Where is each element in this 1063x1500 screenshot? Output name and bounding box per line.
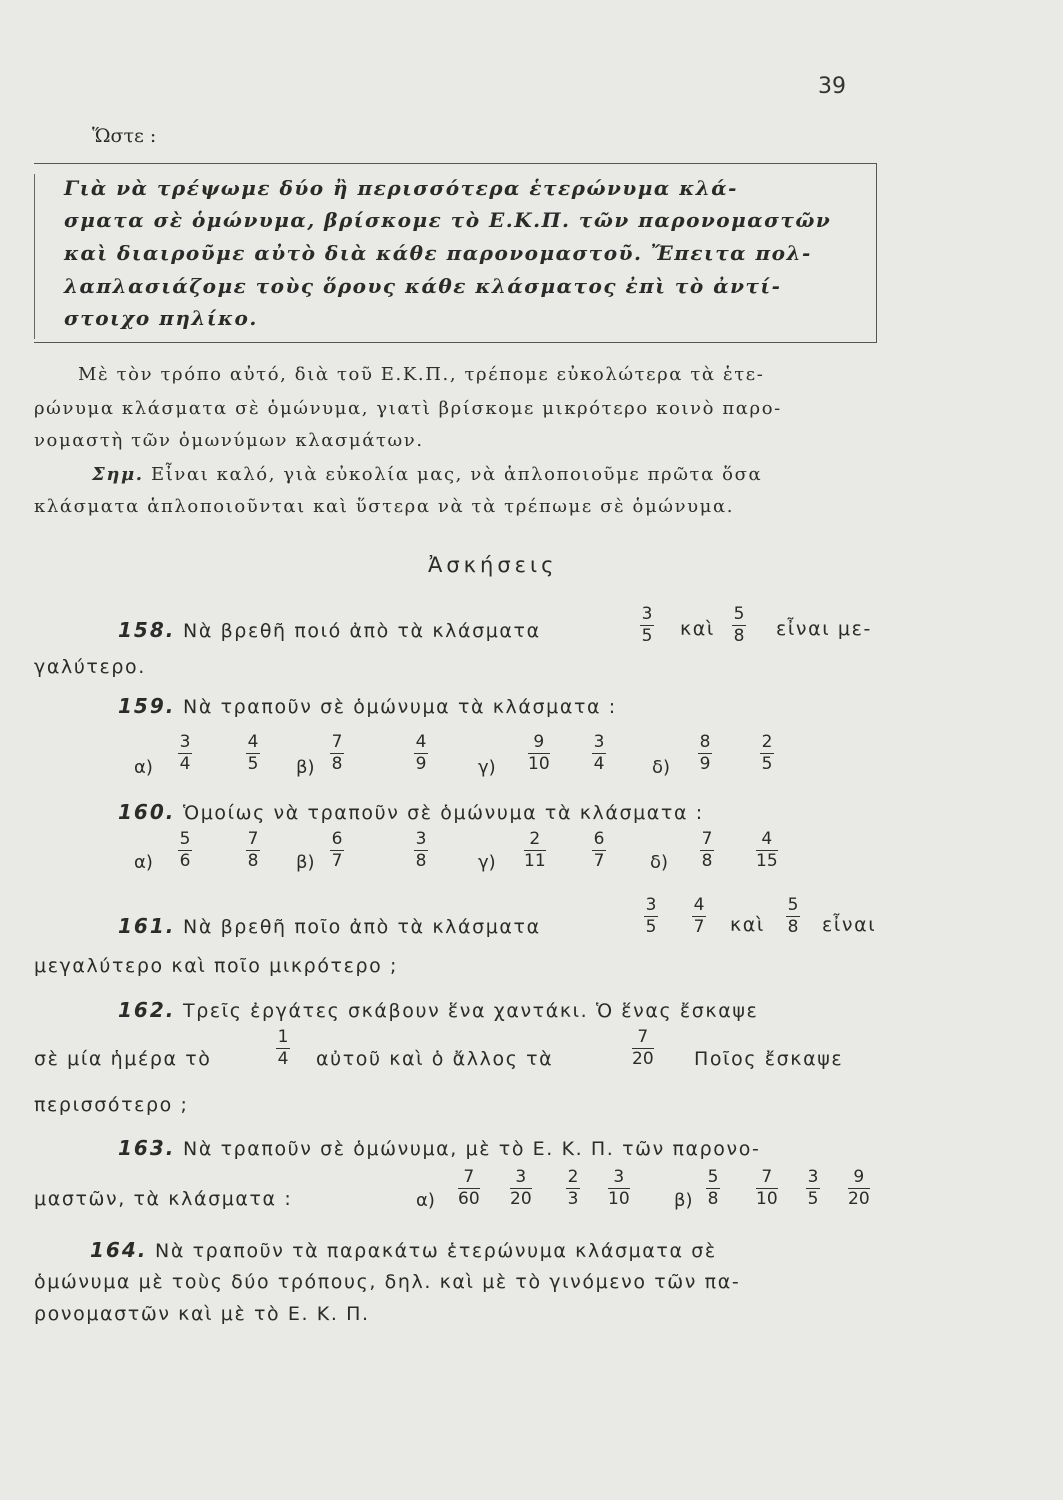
fraction: 3 5: [645, 895, 657, 937]
ex162-line-3: περισσότερο ;: [34, 1094, 189, 1116]
label-a: α): [134, 852, 153, 873]
ex163-text: Νὰ τραποῦν σὲ ὁμώνυμα, μὲ τὸ Ε. Κ. Π. τῶν παρονο-: [183, 1138, 761, 1160]
label-b: β): [296, 757, 315, 778]
label-a: α): [134, 757, 153, 778]
fraction: 6 7: [331, 829, 343, 871]
fraction: 2 3: [567, 1167, 579, 1209]
fraction: 1 4: [277, 1027, 289, 1069]
fraction: 5 6: [179, 829, 191, 871]
rule-line-4: λαπλασιάζομε τοὺς ὅρους κάθε κλάσματος ἐπὶ τὸ ἀντί-: [64, 274, 782, 298]
fraction: 7 20: [632, 1027, 654, 1069]
fraction: 4 5: [247, 732, 259, 774]
ex160-number: 160.: [118, 800, 176, 824]
ex164-line-3: ρονομαστῶν καὶ μὲ τὸ Ε. Κ. Π.: [34, 1303, 370, 1325]
fraction: 3 8: [415, 829, 427, 871]
para-line-2: ρώνυμα κλάσματα σὲ ὁμώνυμα, γιατὶ βρίσκομε μικρότερο κοινὸ παρο-: [34, 398, 782, 419]
rule-line-1: Γιὰ νὰ τρέψωμε δύο ἢ περισσότερα ἑτερώνυμα κλά-: [64, 176, 738, 200]
fraction: 7 10: [756, 1167, 778, 1209]
fraction: 3 5: [807, 1167, 819, 1209]
ex158-text: Νὰ βρεθῆ ποιό ἀπὸ τὰ κλάσματα: [183, 620, 541, 642]
ex162-line-1: [118, 998, 758, 1022]
fraction: 5 8: [733, 604, 745, 646]
ex161-and: καὶ: [730, 914, 765, 936]
ex162-line-2b: αὐτοῦ καὶ ὁ ἄλλος τὰ: [316, 1048, 554, 1070]
intro-word: Ὥστε :: [92, 125, 157, 147]
fraction: 2 5: [761, 732, 773, 774]
ex159-text: Νὰ τραποῦν σὲ ὁμώνυμα τὰ κλάσματα :: [183, 696, 617, 718]
fraction: 7 8: [331, 732, 343, 774]
label-c: γ): [478, 757, 496, 778]
ex160-line-1: [118, 800, 704, 824]
ex163-line-1: [118, 1136, 760, 1160]
rule-line-2: σματα σὲ ὁμώνυμα, βρίσκομε τὸ Ε.Κ.Π. τῶν παρονομαστῶν: [64, 208, 832, 232]
fraction: 3 4: [179, 732, 191, 774]
note-line-1: [92, 464, 762, 485]
exercises-heading: Ἀσκήσεις: [428, 553, 558, 577]
note-line-2: κλάσματα ἁπλοποιοῦνται καὶ ὕστερα νὰ τὰ τρέπωμε σὲ ὁμώνυμα.: [34, 496, 735, 517]
fraction: 9 10: [528, 732, 550, 774]
page-number: 39: [818, 74, 846, 99]
fraction: 9 20: [848, 1167, 870, 1209]
ex158-line-2: γαλύτερο.: [34, 656, 146, 678]
ex164-line-2: ὁμώνυμα μὲ τοὺς δύο τρόπους, δηλ. καὶ μὲ τὸ γινόμενο τῶν πα-: [34, 1271, 741, 1293]
label-b: β): [296, 852, 315, 873]
ex164-line-1: [90, 1238, 717, 1262]
rule-line-5: στοιχο πηλίκο.: [64, 306, 258, 330]
ex158-tail: εἶναι με-: [776, 618, 872, 640]
fraction: 4 7: [693, 895, 705, 937]
fraction: 3 10: [608, 1167, 630, 1209]
ex162-number: 162.: [118, 998, 176, 1022]
ex161-number: 161.: [118, 914, 176, 938]
fraction: 5 8: [787, 895, 799, 937]
fraction: 3 5: [641, 604, 653, 646]
ex158-number: 158.: [118, 618, 176, 642]
rule-line-3: καὶ διαιροῦμε αὐτὸ διὰ κάθε παρονομαστοῦ. Ἔπειτα πολ-: [64, 241, 812, 265]
ex159-number: 159.: [118, 694, 176, 718]
label-d: δ): [650, 852, 669, 873]
fraction: 6 7: [593, 829, 605, 871]
ex164-text: Νὰ τραποῦν τὰ παρακάτω ἑτερώνυμα κλάσματα σὲ: [155, 1240, 717, 1262]
ex161-tail: εἶναι: [822, 914, 877, 936]
fraction: 2 11: [524, 829, 546, 871]
ex161-line-2: μεγαλύτερο καὶ ποῖο μικρότερο ;: [34, 955, 398, 977]
label-d: δ): [652, 757, 671, 778]
ex158-line-1: [118, 618, 541, 642]
para-line-1: Μὲ τὸν τρόπο αὐτό, διὰ τοῦ Ε.Κ.Π., τρέπομε εὐκολώτερα τὰ ἑτε-: [78, 364, 765, 385]
ex161-line-1: [118, 914, 541, 938]
note-label: Σημ.: [92, 464, 144, 485]
fraction: 7 8: [701, 829, 713, 871]
label-c: γ): [478, 852, 496, 873]
ex159-line-1: [118, 694, 617, 718]
ex158-and: καὶ: [680, 618, 715, 640]
fraction: 4 9: [415, 732, 427, 774]
fraction: 7 60: [458, 1167, 480, 1209]
fraction: 4 15: [756, 829, 778, 871]
ex161-text: Νὰ βρεθῆ ποῖο ἀπὸ τὰ κλάσματα: [183, 916, 541, 938]
note-text: Εἶναι καλό, γιὰ εὐκολία μας, νὰ ἁπλοποιοῦμε πρῶτα ὅσα: [150, 464, 763, 485]
ex162-text: Τρεῖς ἐργάτες σκάβουν ἕνα χαντάκι. Ὁ ἕνας ἔσκαψε: [183, 1000, 759, 1022]
fraction: 3 4: [593, 732, 605, 774]
fraction: 8 9: [699, 732, 711, 774]
para-line-3: νομαστὴ τῶν ὁμωνύμων κλασμάτων.: [34, 430, 424, 451]
fraction: 3 20: [510, 1167, 532, 1209]
ex164-number: 164.: [90, 1238, 148, 1262]
ex163-number: 163.: [118, 1136, 176, 1160]
ex162-line-2c: Ποῖος ἔσκαψε: [694, 1048, 844, 1070]
label-b: β): [674, 1190, 693, 1211]
fraction: 7 8: [247, 829, 259, 871]
ex163-line-2: μαστῶν, τὰ κλάσματα :: [34, 1188, 293, 1210]
label-a: α): [416, 1190, 435, 1211]
ex162-line-2a: σὲ μία ἡμέρα τὸ: [34, 1048, 212, 1070]
ex160-text: Ὁμοίως νὰ τραποῦν σὲ ὁμώνυμα τὰ κλάσματα :: [183, 802, 704, 824]
fraction: 5 8: [707, 1167, 719, 1209]
